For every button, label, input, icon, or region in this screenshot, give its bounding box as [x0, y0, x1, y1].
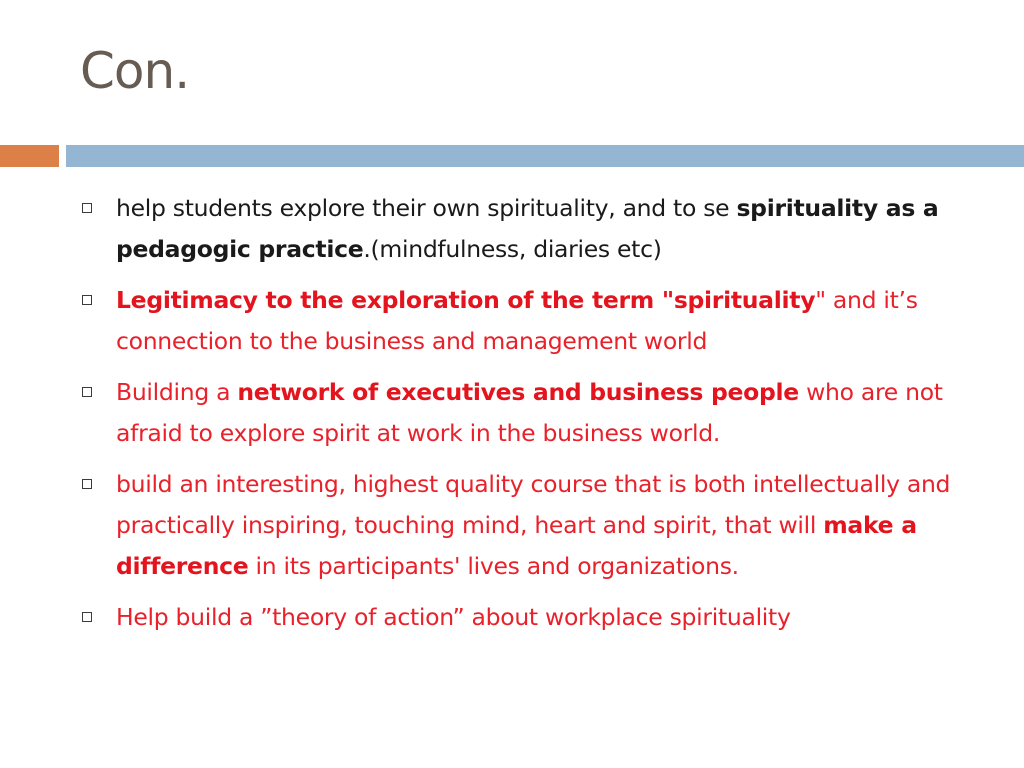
bullet-4-text: build an interesting, highest quality course that is both intellectually and practically inspiring, touching mind, heart and spirit, that will	[116, 470, 951, 539]
bullet-4-bold-text: make a difference	[116, 511, 917, 580]
bullet-3-bold-text: network of executives and business people	[237, 378, 799, 406]
bullet-list	[0, 188, 1024, 648]
bullet-item-4	[0, 464, 1024, 587]
bullet-item-1	[0, 188, 1024, 270]
bullet-5-text: Help build a ”theory of action” about workplace spirituality	[116, 603, 791, 631]
bullet-3-text: Building a	[116, 378, 238, 406]
bullet-2-text: " and it’s connection to the business and management world	[116, 286, 918, 355]
bullet-1-bold-text: spirituality as a pedagogic practice	[116, 194, 939, 263]
square-bullet-icon	[82, 479, 92, 489]
square-bullet-icon	[82, 387, 92, 397]
header-accent-bar	[0, 145, 59, 167]
square-bullet-icon	[82, 612, 92, 622]
bullet-3-text-tail: who are not afraid to explore spirit at work in the business world.	[116, 378, 943, 447]
header-divider-bar	[66, 145, 1024, 167]
square-bullet-icon	[82, 295, 92, 305]
slide-title: Con.	[80, 42, 190, 100]
bullet-4-text-tail: in its participants' lives and organizations.	[248, 552, 739, 580]
bullet-item-3	[0, 372, 1024, 454]
bullet-item-2	[0, 280, 1024, 362]
bullet-1-text: help students explore their own spirituality, and to se	[116, 194, 730, 222]
bullet-1-text-tail: .(mindfulness, diaries etc)	[363, 235, 662, 263]
bullet-item-5	[0, 597, 1024, 638]
bullet-2-bold-text: Legitimacy to the exploration of the term "spirituality	[116, 286, 816, 314]
square-bullet-icon	[82, 203, 92, 213]
